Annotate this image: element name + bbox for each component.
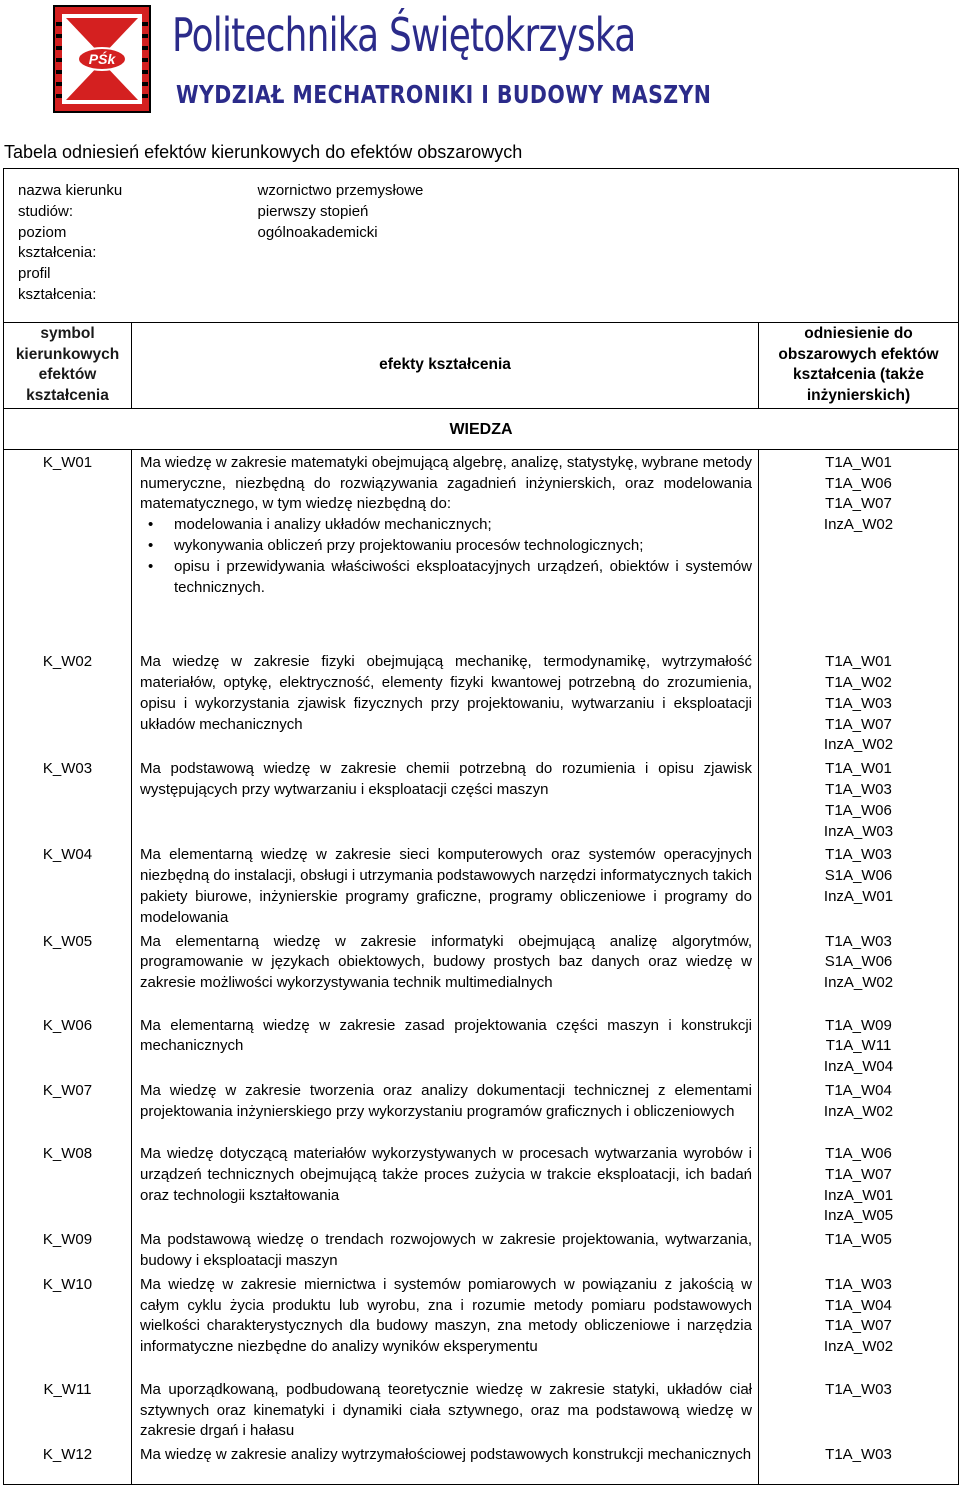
level-label: poziom kształcenia: [18, 223, 97, 262]
effect-symbol: K_W01 [4, 449, 132, 649]
effect-text: Ma wiedzę w zakresie miernictwa i systemów pomiarowych w powiązaniu z jakością w całym cyklu życia produktu lub wyrobu, zna i rozumie metody pomiaru podstawowych wielkości charakterystycznych dla budowy maszyn, zna metody obliczeniowe i narzędzia informatyczne niezbędne do analizy wyników eksperymentu [140, 1275, 752, 1356]
area-reference-code: T1A_W03 [825, 932, 892, 950]
effect-symbol: K_W03 [4, 756, 132, 842]
table-row [4, 1442, 959, 1484]
area-reference-code: InzA_W02 [823, 1338, 894, 1356]
column-headers [4, 322, 959, 408]
area-reference-code: T1A_W03 [825, 1275, 892, 1293]
area-references [759, 929, 959, 1013]
table-row [4, 756, 959, 842]
effect-description [132, 842, 759, 928]
table-row [4, 929, 959, 1013]
effect-bullet: • opisu i przewidywania właściwości eksploatacyjnych urządzeń, obiektów i systemów technicznych. [174, 557, 752, 599]
table-row [4, 649, 959, 756]
effect-text: Ma wiedzę w zakresie fizyki obejmującą mechanikę, termodynamikę, wytrzymałość materiałów, optykę, elektryczność, elementy fizyki kwantowej potrzebną do zrozumienia, opisu i wykorzystania zjawisk fizycznych przy projektowaniu, wytwarzaniu i eksploatacji układów mechanicznych [140, 653, 752, 733]
effect-symbol: K_W02 [4, 649, 132, 756]
area-reference-code: T1A_W09 [825, 1016, 892, 1034]
level-value: pierwszy stopień [257, 202, 369, 220]
table-row [4, 1377, 959, 1442]
effect-description [132, 649, 759, 756]
effect-text: Ma wiedzę w zakresie matematyki obejmującą algebrę, analizę, statystykę, wybrane metody numeryczne, niezbędną do rozwiązywania zagadnień inżynierskich, oraz modelowania matematycznego, w tym wiedzę niezbędną do: [140, 453, 752, 513]
effect-description [132, 1227, 759, 1272]
area-reference-code: T1A_W02 [825, 674, 892, 692]
area-reference-code: T1A_W01 [825, 760, 892, 778]
area-reference-code: InzA_W02 [823, 974, 894, 992]
effect-description [132, 1078, 759, 1141]
column-header-refs: odniesienie do obszarowych efektów kształcenia (także inżynierskich) [759, 322, 959, 408]
area-reference-code: T1A_W03 [825, 1380, 892, 1398]
effect-text: Ma podstawową wiedzę w zakresie chemii potrzebną do rozumienia i opisu zjawisk występujących przy wytwarzaniu i eksploatacji części maszyn [140, 760, 752, 799]
effect-description [132, 756, 759, 842]
area-reference-code: T1A_W03 [825, 1446, 892, 1464]
area-reference-code: T1A_W07 [825, 1317, 892, 1335]
effect-text: Ma elementarną wiedzę w zakresie informatyki obejmującą analizę algorytmów, programowanie w językach obiektowych, budowy prostych baz danych oraz wiedzę w zakresie możliwości wykorzystywania technik multimedialnych [140, 932, 752, 992]
table-row [4, 842, 959, 928]
area-reference-code: T1A_W01 [825, 653, 892, 671]
area-references [759, 1227, 959, 1272]
area-references [759, 1141, 959, 1227]
profile-label: profil kształcenia: [18, 265, 97, 303]
table-row [4, 1227, 959, 1272]
document-title: Tabela odniesień efektów kierunkowych do efektów obszarowych [4, 142, 523, 162]
table-row [4, 1141, 959, 1227]
effect-description [132, 1141, 759, 1227]
area-reference-code: InzA_W01 [823, 888, 894, 906]
effects-table [3, 168, 959, 1485]
area-reference-code: T1A_W07 [825, 495, 892, 513]
area-reference-code: InzA_W01 [823, 1186, 894, 1204]
field-value: wzornictwo przemysłowe [257, 182, 424, 199]
area-reference-code: InzA_W05 [823, 1207, 894, 1225]
effect-symbol: K_W10 [4, 1272, 132, 1377]
effect-description [132, 1377, 759, 1442]
area-reference-code: T1A_W11 [825, 1037, 892, 1055]
effect-text: Ma wiedzę dotyczącą materiałów wykorzystywanych w procesach wytwarzania wyrobów i urządzeń technicznych obejmującą także proces zużycia w trakcie eksploatacji, ich badań oraz technologii kształtowania [140, 1145, 752, 1204]
effect-symbol: K_W07 [4, 1078, 132, 1141]
column-header-symbol: symbol kierunkowych efektów kształcenia [4, 322, 132, 408]
effect-description [132, 1272, 759, 1377]
area-reference-code: InzA_W03 [823, 822, 894, 840]
area-references [759, 449, 959, 649]
area-reference-code: InzA_W04 [823, 1058, 894, 1076]
university-logo [52, 4, 152, 114]
effect-bullet: • modelowania i analizy układów mechanicznych; [174, 515, 752, 536]
effect-symbol: K_W12 [4, 1442, 132, 1484]
area-reference-code: T1A_W05 [825, 1231, 892, 1249]
effect-description [132, 1013, 759, 1078]
column-header-effects: efekty kształcenia [132, 322, 759, 408]
area-reference-code: T1A_W06 [825, 1145, 892, 1163]
area-references [759, 842, 959, 928]
table-row [4, 1272, 959, 1377]
logo-text: PŚk [88, 51, 116, 67]
area-references [759, 1377, 959, 1442]
effect-symbol: K_W08 [4, 1141, 132, 1227]
area-reference-code: T1A_W07 [825, 1165, 892, 1183]
profile-value: ogólnoakademicki [257, 223, 378, 241]
area-reference-code: S1A_W06 [824, 867, 893, 885]
area-references [759, 649, 959, 756]
effect-text: Ma elementarną wiedzę w zakresie sieci komputerowych oraz systemów operacyjnych niezbędną do instalacji, obsługi i utrzymania podstawowych narzędzi informatycznych takich pakiety biurowe, inżynierskie programy graficzne, programy obliczeniowe i programy do modelowania [140, 846, 752, 926]
effect-bullet: • wykonywania obliczeń przy projektowaniu procesów technologicznych; [174, 536, 752, 557]
area-reference-code: T1A_W04 [825, 1296, 892, 1314]
area-reference-code: T1A_W01 [825, 453, 892, 471]
table-row [4, 1013, 959, 1078]
area-reference-code: InzA_W02 [823, 516, 894, 534]
effect-symbol: K_W11 [4, 1377, 132, 1442]
area-references [759, 1442, 959, 1484]
effect-bullet-list [140, 515, 752, 598]
table-row [4, 1078, 959, 1141]
effect-text: Ma wiedzę w zakresie analizy wytrzymałościowej podstawowych konstrukcji mechanicznych [140, 1446, 752, 1464]
effect-description [132, 449, 759, 649]
area-references [759, 1013, 959, 1078]
field-label: nazwa kierunku studiów: [18, 182, 123, 220]
category-label: WIEDZA [4, 408, 959, 449]
page-header [0, 0, 960, 120]
area-references [759, 1078, 959, 1141]
study-info [4, 169, 959, 323]
effect-symbol: K_W04 [4, 842, 132, 928]
area-reference-code: InzA_W02 [823, 736, 894, 754]
category-row [4, 408, 959, 449]
effect-symbol: K_W05 [4, 929, 132, 1013]
area-references [759, 1272, 959, 1377]
area-reference-code: T1A_W03 [825, 694, 892, 712]
effect-text: Ma uporządkowaną, podbudowaną teoretycznie wiedzę w zakresie statyki, układów ciał sztywnych oraz kinematyki i dynamiki ciała sztywnego, oraz ma podstawową wiedzę w zakresie drgań i hałasu [140, 1380, 752, 1440]
area-references [759, 756, 959, 842]
effect-text: Ma wiedzę w zakresie tworzenia oraz analizy dokumentacji technicznej z elementami projektowania inżynierskiego przy wykorzystaniu programów graficznych i obliczeniowych [140, 1082, 752, 1120]
effect-description [132, 929, 759, 1013]
area-reference-code: T1A_W06 [825, 801, 892, 819]
study-info-values [132, 169, 959, 323]
area-reference-code: InzA_W02 [823, 1102, 894, 1120]
area-reference-code: T1A_W04 [825, 1082, 892, 1100]
university-name: Politechnika Świętokrzyska [172, 8, 636, 62]
effect-text: Ma elementarną wiedzę w zakresie zasad projektowania części maszyn i konstrukcji mechanicznych [140, 1016, 752, 1055]
faculty-name: WYDZIAŁ MECHATRONIKI I BUDOWY MASZYN [176, 80, 712, 109]
area-reference-code: T1A_W03 [825, 781, 892, 799]
table-row [4, 449, 959, 649]
study-info-labels [4, 169, 132, 323]
effect-description [132, 1442, 759, 1484]
area-reference-code: T1A_W03 [825, 846, 892, 864]
effect-symbol: K_W09 [4, 1227, 132, 1272]
effect-symbol: K_W06 [4, 1013, 132, 1078]
area-reference-code: S1A_W06 [824, 953, 893, 971]
effect-text: Ma podstawową wiedzę o trendach rozwojowych w zakresie projektowania, wytwarzania, budowy i eksploatacji maszyn [140, 1231, 752, 1270]
area-reference-code: T1A_W07 [825, 715, 892, 733]
area-reference-code: T1A_W06 [825, 474, 892, 492]
